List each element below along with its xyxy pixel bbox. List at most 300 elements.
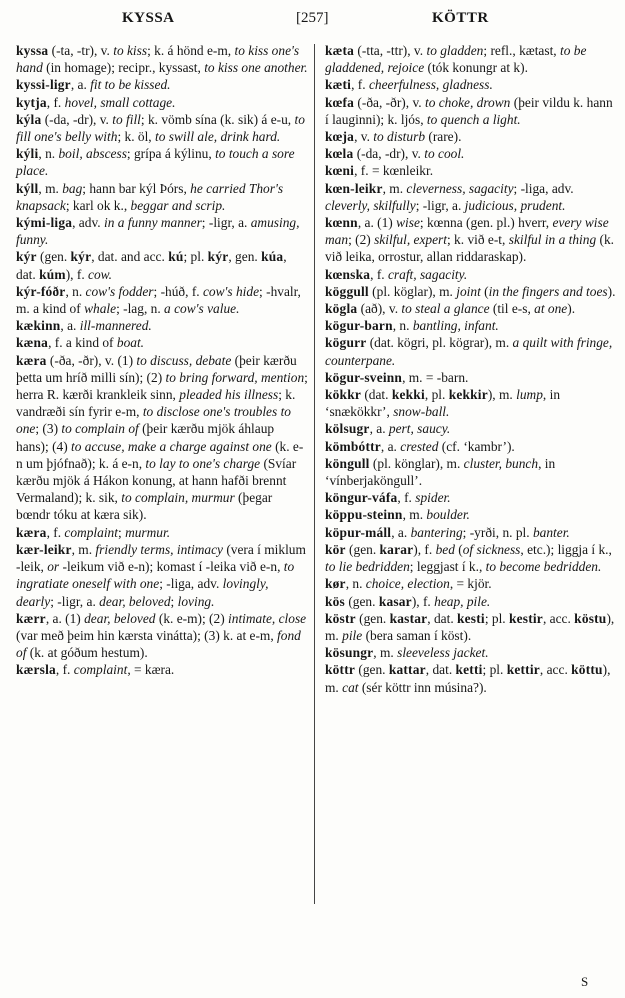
gloss-italic: to complain, murmur xyxy=(121,490,235,506)
headword: köttu xyxy=(571,662,603,678)
entry-text: (-da, -dr), v. xyxy=(41,111,113,127)
gloss-italic: to gladden xyxy=(426,43,484,58)
entry-text: (gen. xyxy=(345,541,380,557)
entry-text: , dat. xyxy=(16,249,287,282)
gloss-italic: murmur. xyxy=(125,524,171,540)
dictionary-entry xyxy=(16,283,308,317)
headword: kögur-barn xyxy=(325,318,393,334)
entry-text: , acc. xyxy=(542,610,575,626)
entry-text: ; kœnna (gen. pl.) hverr, xyxy=(419,215,553,231)
entry-text: (gen. xyxy=(36,249,71,265)
entry-text: , adv. xyxy=(72,215,104,231)
gloss-italic: to kiss one another. xyxy=(204,60,308,76)
headword: kattar xyxy=(388,662,426,678)
headword: kœnska xyxy=(325,266,371,282)
entry-text: (-da, -dr), v. xyxy=(353,146,425,162)
headword: kýli xyxy=(16,146,39,162)
gloss-italic: friendly terms, intimacy xyxy=(95,541,223,557)
entry-text: , n. xyxy=(345,576,366,592)
gloss-italic: lump xyxy=(516,387,543,403)
dictionary-entry xyxy=(16,42,308,76)
entry-text: , gen. xyxy=(228,249,262,265)
entry-text: ; k. vömb sína (k. sik) á e-u, xyxy=(140,111,295,127)
gloss-italic: to become bedridden. xyxy=(485,559,602,575)
dictionary-entry xyxy=(16,334,308,351)
entry-text: ; -ligr, a. xyxy=(415,197,465,213)
gloss-italic: to swill ale, drink hard. xyxy=(155,129,281,145)
entry-text: ; pl. xyxy=(484,610,509,626)
gloss-italic: spider. xyxy=(415,490,451,506)
gloss-italic: to steal a glance xyxy=(401,301,490,317)
entry-text: , a. (1) xyxy=(45,610,85,626)
headword: kögur-sveinn xyxy=(325,369,403,385)
headword: kœni xyxy=(325,163,355,179)
headword: kœla xyxy=(325,146,354,162)
gloss-italic: to choke, drown xyxy=(424,94,511,110)
entry-text: ; (2) xyxy=(348,232,375,248)
headword: kestir xyxy=(509,610,543,626)
entry-text: (pl. köglar), m. xyxy=(368,283,457,299)
gloss-italic: at one xyxy=(534,301,568,317)
dictionary-entry xyxy=(325,524,617,541)
headword: kökkr xyxy=(325,387,361,403)
headword: köttr xyxy=(325,662,356,678)
gloss-italic: to lie bedridden xyxy=(325,559,410,575)
dictionary-entry xyxy=(325,162,617,179)
entry-text: , f. a kind of xyxy=(48,335,117,351)
entry-text: , a. xyxy=(380,438,401,454)
headword: ketti xyxy=(455,662,483,678)
headword: kekkir xyxy=(448,387,488,403)
headword: kœnn xyxy=(325,215,358,231)
entry-text: (-tta, -ttr), v. xyxy=(354,43,427,58)
dictionary-entry xyxy=(325,455,617,489)
gloss-italic: ill-mannered. xyxy=(79,318,152,334)
headword: kýr xyxy=(16,249,37,265)
entry-text: ; leggjast í k., xyxy=(409,559,486,575)
gloss-italic: cheerfulness, gladness. xyxy=(368,77,493,93)
gloss-italic: fit to be kissed. xyxy=(90,77,171,93)
page-header xyxy=(0,10,625,32)
entry-text: (in homage); recipr., kyssast, xyxy=(42,60,205,76)
gloss-italic: dear, beloved xyxy=(99,593,171,609)
entry-text: ; -liga, adv. xyxy=(159,576,223,592)
gloss-italic: he carried Thor's knapsack xyxy=(16,180,284,213)
gloss-italic: complaint xyxy=(64,524,118,540)
entry-text: , a. xyxy=(60,318,80,334)
headword: kýll xyxy=(16,180,39,196)
gloss-italic: craft, sagacity. xyxy=(387,266,468,282)
gloss-italic: dear, beloved xyxy=(84,610,156,626)
entry-text: , etc.); liggja í k., xyxy=(520,541,612,557)
headword: köpur-máll xyxy=(325,524,392,540)
entry-text: , pl. xyxy=(424,387,449,403)
dictionary-entry xyxy=(16,76,308,93)
headword: kýla xyxy=(16,111,42,127)
entry-text: , in ‘snækökkr’, xyxy=(325,387,561,420)
entry-text: ; karl ok k., xyxy=(65,197,131,213)
gloss-italic: or xyxy=(47,559,60,575)
right-column xyxy=(325,42,617,696)
gloss-italic: loving. xyxy=(177,593,215,609)
entry-text: (dat. xyxy=(360,387,392,403)
gloss-italic: cow's fodder xyxy=(85,283,154,299)
dictionary-entry xyxy=(325,128,617,145)
page-number: [257] xyxy=(296,10,329,26)
dictionary-entry xyxy=(325,541,617,575)
entry-text: ; xyxy=(117,524,126,540)
entry-text: , f. = kœnleikr. xyxy=(354,163,434,179)
dictionary-entry xyxy=(16,180,308,214)
headword: kæta xyxy=(325,43,355,58)
gloss-italic: snow-ball. xyxy=(393,404,450,420)
dictionary-entry xyxy=(16,248,308,282)
entry-text: (var með þeim hin kærsta vinátta); (3) k. at e-m, xyxy=(16,627,278,643)
dictionary-entry xyxy=(16,214,308,248)
dictionary-entry xyxy=(16,111,308,145)
headword: kœfa xyxy=(325,94,355,110)
gloss-italic: to lay to one's charge xyxy=(145,455,261,471)
gloss-italic: to kiss one's hand xyxy=(16,43,300,76)
gloss-italic: wise xyxy=(396,215,420,231)
entry-text: ; hann bar kýl Þórs, xyxy=(82,180,191,196)
headword: kœja xyxy=(325,129,355,145)
entry-text: , in ‘vínberjaköngull’. xyxy=(325,455,556,489)
running-head-left: KYSSA xyxy=(122,10,175,26)
headword: kyssi-ligr xyxy=(16,77,71,93)
entry-text: (þeir vildu k. hann í lauginni); k. ljós, xyxy=(325,94,613,127)
entry-text: ), m. xyxy=(325,662,611,695)
dictionary-entry xyxy=(325,489,617,506)
entry-text: (tók konungr at k). xyxy=(424,60,528,76)
entry-text: , m. xyxy=(402,507,427,523)
gloss-italic: to disclose one's troubles to one xyxy=(16,404,291,437)
entry-text: (að), v. xyxy=(357,301,402,317)
gloss-italic: to quench a light. xyxy=(426,111,521,127)
gloss-italic: to ingratiate oneself with one xyxy=(16,559,295,592)
signature-mark: S xyxy=(581,974,589,989)
dictionary-entry xyxy=(325,661,617,695)
entry-text: (þeir kærðu mjök áhlaup hans); (4) xyxy=(16,421,275,454)
entry-text: ; -lag, n. xyxy=(116,301,165,317)
headword: kœn-leikr xyxy=(325,180,383,196)
gloss-italic: cleverly, skilfully xyxy=(325,197,416,213)
dictionary-entry xyxy=(325,506,617,523)
headword: kør xyxy=(325,576,346,592)
entry-text: ; k. vandræði sín fyrir e-m, xyxy=(16,387,296,420)
entry-text: (þeir kærðu þetta um hríð milli sín); (2) xyxy=(16,352,297,385)
dictionary-entry xyxy=(325,420,617,437)
gloss-italic: pile xyxy=(342,627,363,643)
gloss-italic: to bring forward, mention xyxy=(165,369,305,385)
headword: kasar xyxy=(378,593,412,609)
headword: kúa xyxy=(261,249,284,265)
dictionary-entry xyxy=(325,180,617,214)
entry-text: ; -ligr, a. xyxy=(201,215,251,231)
headword: kýr xyxy=(70,249,92,265)
entry-text: , f. xyxy=(55,662,74,678)
entry-text: ; -liga, adv. xyxy=(513,180,574,196)
entry-text: , dat. xyxy=(425,662,456,678)
gloss-italic: skilful, expert xyxy=(374,232,447,248)
headword: kör xyxy=(325,541,346,557)
headword: kögurr xyxy=(325,335,367,351)
dictionary-entry xyxy=(325,386,617,420)
entry-text: ; pl. xyxy=(183,249,208,265)
headword: kými-liga xyxy=(16,215,73,231)
entry-text: , f. xyxy=(46,94,65,110)
headword: kærr xyxy=(16,610,46,626)
headword: kytja xyxy=(16,94,47,110)
entry-text: (rare). xyxy=(425,129,462,145)
headword: köggull xyxy=(325,283,369,299)
dictionary-entry xyxy=(325,593,617,610)
entry-text: ). xyxy=(567,301,576,317)
gloss-italic: to cool. xyxy=(424,146,465,162)
entry-text: ; pl. xyxy=(482,662,507,678)
dictionary-entry xyxy=(325,145,617,162)
headword: kæna xyxy=(16,335,49,351)
entry-text: (k. at góðum hestum). xyxy=(26,645,148,661)
entry-text: , a. xyxy=(70,77,91,93)
dictionary-entry xyxy=(325,283,617,300)
dictionary-entry xyxy=(325,575,617,592)
gloss-italic: bantling, infant. xyxy=(412,318,499,334)
entry-text: ), m. xyxy=(487,387,517,403)
entry-text: ), f. xyxy=(413,541,436,557)
gloss-italic: to kiss xyxy=(113,43,148,58)
entry-text: ; grípa á kýlinu, xyxy=(126,146,216,162)
entry-text: , f. xyxy=(370,266,388,282)
entry-text: ; -hvalr, m. a kind of xyxy=(16,283,301,317)
entry-text: (-ða, -ðr), v. xyxy=(354,94,425,110)
dictionary-entry xyxy=(325,644,617,661)
dictionary-entry xyxy=(325,438,617,455)
gloss-italic: boil, abscess xyxy=(58,146,127,162)
headword: kæra xyxy=(16,524,47,540)
entry-text: , dat. xyxy=(427,610,458,626)
running-head-right: KÖTTR xyxy=(432,10,489,26)
dictionary-entry xyxy=(16,94,308,111)
headword: kölsugr xyxy=(325,421,370,437)
entry-text: ; k. á hönd e-m, xyxy=(147,43,235,58)
headword: kæra xyxy=(16,352,47,368)
entry-text: , n. xyxy=(392,318,413,334)
entry-text: (-ta, -tr), v. xyxy=(48,43,114,58)
entry-text: ; k. öl, xyxy=(117,129,156,145)
entry-text: (sér köttr inn músina?). xyxy=(358,679,487,695)
entry-text: (cf. ‘kambr’). xyxy=(438,438,515,454)
gloss-italic: sleeveless jacket. xyxy=(397,645,489,661)
entry-text: , a. xyxy=(391,524,411,540)
gloss-italic: to disturb xyxy=(373,129,426,145)
entry-text: , n. xyxy=(65,283,86,299)
gloss-italic: of sickness xyxy=(462,541,521,557)
entry-text: ; refl., kætast, xyxy=(483,43,560,58)
entry-text: (bera saman í köst). xyxy=(362,627,472,643)
entry-text: , a. (1) xyxy=(357,215,397,231)
entry-text: , m. xyxy=(382,180,407,196)
left-column xyxy=(16,42,308,679)
headword: kær-leikr xyxy=(16,541,72,557)
dictionary-entry xyxy=(325,610,617,644)
entry-text: ; herra R. kærði krankleik sinn, xyxy=(16,369,308,403)
gloss-italic: lovingly, dearly xyxy=(16,576,269,609)
dictionary-entry xyxy=(16,541,308,610)
entry-text: ; -yrði, n. pl. xyxy=(462,524,533,540)
headword: kesti xyxy=(457,610,485,626)
gloss-italic: crested xyxy=(400,438,439,454)
dictionary-entry xyxy=(16,610,308,662)
gloss-italic: every wise man xyxy=(325,215,609,248)
gloss-italic: in the fingers and toes xyxy=(488,283,608,299)
entry-text: , f. xyxy=(397,490,416,506)
entry-text: (vera í miklum -leik, xyxy=(16,541,306,575)
headword: kæti xyxy=(325,77,352,93)
gloss-italic: choice, election xyxy=(365,576,450,592)
entry-text: (gen. xyxy=(344,593,379,609)
gloss-italic: boat. xyxy=(116,335,145,351)
entry-text: , = kjör. xyxy=(449,576,492,592)
gloss-italic: hovel, small cottage. xyxy=(64,94,176,110)
gloss-italic: cleverness, sagacity xyxy=(406,180,514,196)
entry-text: ), m. xyxy=(325,610,615,643)
headword: köppu-steinn xyxy=(325,507,403,523)
column-divider xyxy=(314,44,315,904)
entry-text: , acc. xyxy=(539,662,572,678)
headword: kýr xyxy=(207,249,229,265)
entry-text: , n. xyxy=(38,146,59,162)
dictionary-entry xyxy=(16,317,308,334)
dictionary-entry xyxy=(325,300,617,317)
headword: kekki xyxy=(391,387,425,403)
headword: köngur-váfa xyxy=(325,490,398,506)
gloss-italic: bag xyxy=(62,180,83,196)
entry-text: ; (3) xyxy=(35,421,62,437)
gloss-italic: skilful in a thing xyxy=(508,232,597,248)
gloss-italic: pleaded his illness xyxy=(179,387,279,403)
gloss-italic: complaint xyxy=(73,662,128,678)
gloss-italic: to fill xyxy=(112,111,141,127)
entry-text: ( xyxy=(454,541,463,557)
headword: köngull xyxy=(325,455,370,471)
entry-text: , m. = -barn. xyxy=(402,369,469,385)
entry-text: (Svíar kærðu mjök á Hákon konung, at hann hafði brennt Vermaland); k. sik, xyxy=(16,455,297,506)
headword: kýr-fóðr xyxy=(16,283,66,299)
entry-text: , m. xyxy=(373,645,398,661)
entry-text: -leikum við e-n); komast í -leika við e-n, xyxy=(59,559,284,575)
entry-text: , a. xyxy=(369,421,389,437)
dictionary-entry xyxy=(325,94,617,128)
dictionary-entry xyxy=(325,76,617,93)
entry-text: ), f. xyxy=(411,593,435,609)
entry-text: , dat. and acc. xyxy=(91,249,169,265)
dictionary-entry xyxy=(325,214,617,266)
gloss-italic: bantering xyxy=(410,524,463,540)
headword: kettir xyxy=(506,662,540,678)
dictionary-entry xyxy=(325,266,617,283)
entry-text: , f. xyxy=(46,524,65,540)
entry-text: (k. e-m); (2) xyxy=(155,610,229,626)
entry-text: (dat. kögri, pl. kögrar), m. xyxy=(366,335,513,351)
entry-text: (gen. xyxy=(355,662,389,678)
dictionary-entry xyxy=(325,317,617,334)
gloss-italic: to complain of xyxy=(61,421,139,437)
entry-text: ; -húð, f. xyxy=(153,283,203,299)
dictionary-entry xyxy=(16,524,308,541)
gloss-italic: judicious, prudent. xyxy=(464,197,566,213)
gloss-italic: whale xyxy=(84,301,117,317)
gloss-italic: pert, saucy. xyxy=(388,421,451,437)
gloss-italic: fond of xyxy=(16,627,301,661)
gloss-italic: amusing, funny. xyxy=(16,215,300,248)
entry-text: , m. xyxy=(38,180,63,196)
entry-text: ( xyxy=(480,283,489,299)
dictionary-entry xyxy=(16,145,308,179)
entry-text: (þegar bœndr tóku at kæra sik). xyxy=(16,490,273,523)
entry-text: (k. við leika, orrostur, allan riddaraskap). xyxy=(325,232,615,265)
headword: kú xyxy=(168,249,184,265)
headword: kærsla xyxy=(16,662,56,678)
headword: kögla xyxy=(325,301,358,317)
entry-text: (pl. könglar), m. xyxy=(369,455,464,471)
entry-text: ; k. við e-t, xyxy=(446,232,509,248)
entry-text: , m. xyxy=(71,541,96,557)
entry-text: ), f. xyxy=(65,266,89,282)
headword: kyssa xyxy=(16,43,49,58)
gloss-italic: to touch a sore place. xyxy=(16,146,295,179)
entry-text: , = kæra. xyxy=(127,662,175,678)
gloss-italic: banter. xyxy=(532,524,570,540)
gloss-italic: to fill one's belly with xyxy=(16,111,305,145)
headword: karar xyxy=(379,541,414,557)
gloss-italic: heap, pile. xyxy=(434,593,491,609)
entry-text: (k. e-n um þjófnað); k. á e-n, xyxy=(16,438,304,471)
entry-text: , v. xyxy=(354,129,374,145)
gloss-italic: boulder. xyxy=(426,507,470,523)
gloss-italic: joint xyxy=(456,283,481,299)
gloss-italic: in a funny manner xyxy=(103,215,202,231)
gloss-italic: cat xyxy=(342,679,359,695)
entry-text: (gen. xyxy=(355,610,390,626)
headword: köstr xyxy=(325,610,356,626)
gloss-italic: bed xyxy=(435,541,455,557)
headword: kös xyxy=(325,593,345,609)
dictionary-entry xyxy=(325,334,617,368)
dictionary-entry xyxy=(325,369,617,386)
entry-text: (til e-s, xyxy=(489,301,535,317)
entry-text: (-ða, -ðr), v. (1) xyxy=(46,352,137,368)
gloss-italic: a cow's value. xyxy=(164,301,240,317)
headword: kastar xyxy=(389,610,428,626)
headword: kúm xyxy=(39,266,66,282)
entry-text: ). xyxy=(607,283,616,299)
gloss-italic: to accuse, make a charge against one xyxy=(71,438,272,454)
headword: kömbóttr xyxy=(325,438,381,454)
gloss-italic: to be gladdened, rejoice xyxy=(325,43,587,76)
headword: kösungr xyxy=(325,645,374,661)
headword: köstu xyxy=(574,610,607,626)
entry-text: , f. xyxy=(351,77,369,93)
headword: kækinn xyxy=(16,318,61,334)
entry-text: ; xyxy=(170,593,178,609)
gloss-italic: to discuss, debate xyxy=(136,352,232,368)
entry-text: ; -ligr, a. xyxy=(50,593,100,609)
gloss-italic: cow's hide xyxy=(202,283,260,299)
gloss-italic: cluster, bunch xyxy=(463,455,539,471)
dictionary-entry xyxy=(325,42,617,76)
dictionary-entry xyxy=(16,661,308,678)
